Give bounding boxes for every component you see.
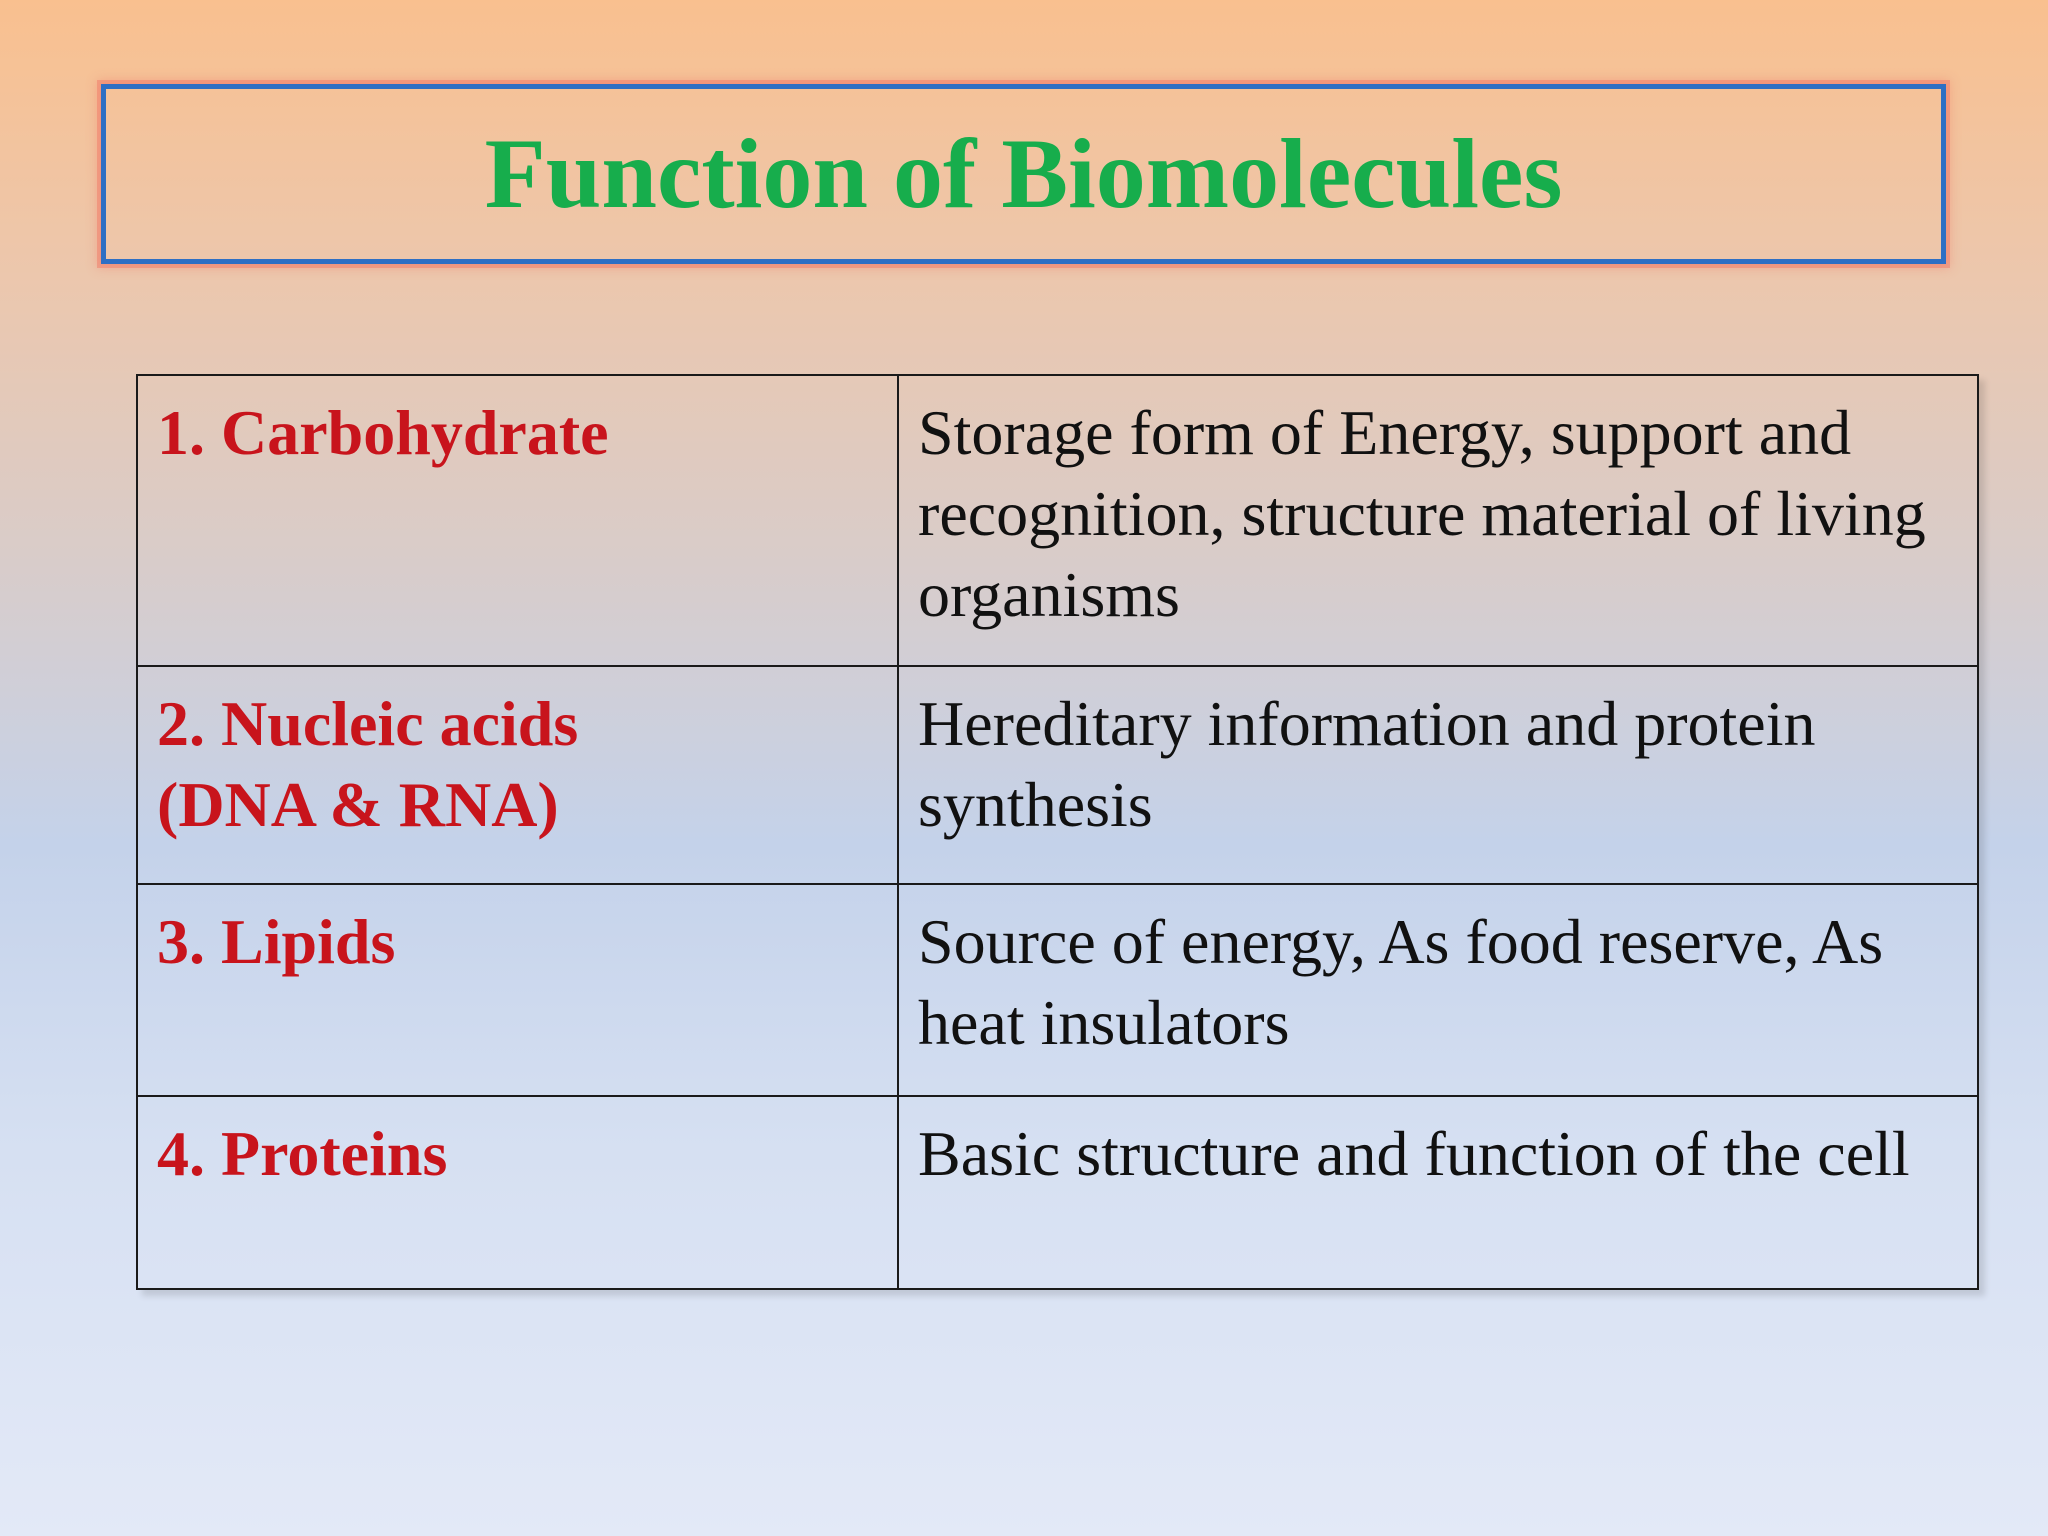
function-description-cell: [898, 375, 1978, 666]
biomolecule-name-cell: [137, 1096, 898, 1289]
biomolecule-name-subline: (DNA & RNA): [157, 769, 559, 840]
function-description-cell: [898, 1096, 1978, 1289]
table-row-carbohydrate: [137, 375, 1978, 666]
biomolecule-name: 4. Proteins: [157, 1118, 448, 1189]
function-description-cell: [898, 884, 1978, 1096]
table-row-nucleic-acids: [137, 666, 1978, 884]
biomolecule-name: 3. Lipids: [157, 906, 396, 977]
biomolecule-name: 2. Nucleic acids: [157, 688, 579, 759]
function-description-cell: [898, 666, 1978, 884]
function-description: Hereditary information and protein synthesis: [918, 688, 1816, 840]
biomolecule-name-cell: [137, 884, 898, 1096]
table-row-lipids: [137, 884, 1978, 1096]
function-description: Source of energy, As food reserve, As heat insulators: [918, 906, 1884, 1058]
slide-title: Function of Biomolecules: [484, 118, 1563, 229]
biomolecule-name-cell: [137, 666, 898, 884]
function-description: Basic structure and function of the cell: [918, 1118, 1910, 1189]
function-description: Storage form of Energy, support and recognition, structure material of living organisms: [918, 397, 1926, 630]
biomolecule-name-cell: [137, 375, 898, 666]
table-row-proteins: [137, 1096, 1978, 1289]
biomolecule-name: 1. Carbohydrate: [157, 397, 609, 468]
biomolecule-table-wrapper: [136, 374, 1979, 1290]
title-box: [101, 84, 1946, 264]
biomolecule-function-table: [136, 374, 1979, 1290]
